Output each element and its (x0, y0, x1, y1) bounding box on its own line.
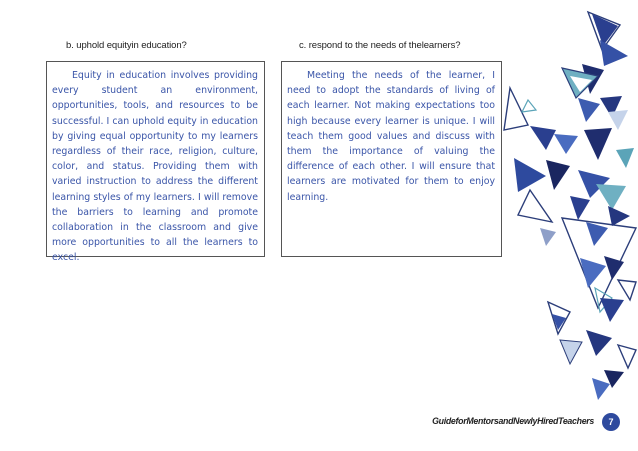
triangle-outline (518, 190, 552, 222)
question-c: c. respond to the needs of thelearners? (299, 40, 461, 51)
decorative-triangles (500, 0, 638, 451)
triangle-shape (608, 206, 630, 226)
answer-box-c (281, 61, 502, 257)
triangle-shape (546, 160, 570, 190)
triangle-outline (618, 280, 636, 300)
triangle-shape (584, 128, 612, 160)
triangle-outline (504, 88, 528, 130)
page-footer (400, 413, 620, 431)
answer-text-c: Meeting the needs of the learner, I need to adopt the standards of living of each learner. Not making expectations too high because every learner is unique. I will teach them good values and discuss with them the importance of valuing the difference of each other. I will ensure that learners are motivated for them to enjoy learning. (287, 70, 495, 203)
triangle-outline (522, 100, 536, 112)
triangle-shape (608, 110, 628, 130)
answer-box-b (46, 61, 265, 264)
triangle-shape (560, 340, 582, 364)
triangle-shape (540, 228, 556, 246)
triangle-outline (618, 345, 636, 368)
triangle-shape (600, 298, 624, 322)
triangle-shape (600, 40, 628, 66)
triangle-shape (596, 184, 626, 210)
footer-title: GuideforMentorsandNewlyHiredTeachers (432, 416, 594, 426)
page-number-badge: 7 (602, 413, 620, 431)
triangle-shape (554, 134, 578, 154)
triangle-shape (586, 330, 612, 356)
triangle-shape (530, 126, 556, 150)
question-b: b. uphold equityin education? (66, 40, 187, 51)
triangle-shape (586, 222, 608, 246)
triangle-shape (592, 378, 610, 400)
triangle-shape (616, 148, 634, 168)
triangle-shape (578, 98, 600, 122)
answer-text-b: Equity in education involves providing every student an environment, opportunities, tools, and resources to be successful. I can uphold equity in education by giving equal opportunity to my learners regardless of their race, religion, culture, color, and status. Providing them with varied instruction to address the different learning styles of my learners. I will remove the barriers to learning and promote collaboration in the classroom and give more opportunities to all the learners to excel. (52, 70, 258, 264)
triangle-shape (570, 196, 590, 220)
triangle-shape (514, 158, 546, 192)
